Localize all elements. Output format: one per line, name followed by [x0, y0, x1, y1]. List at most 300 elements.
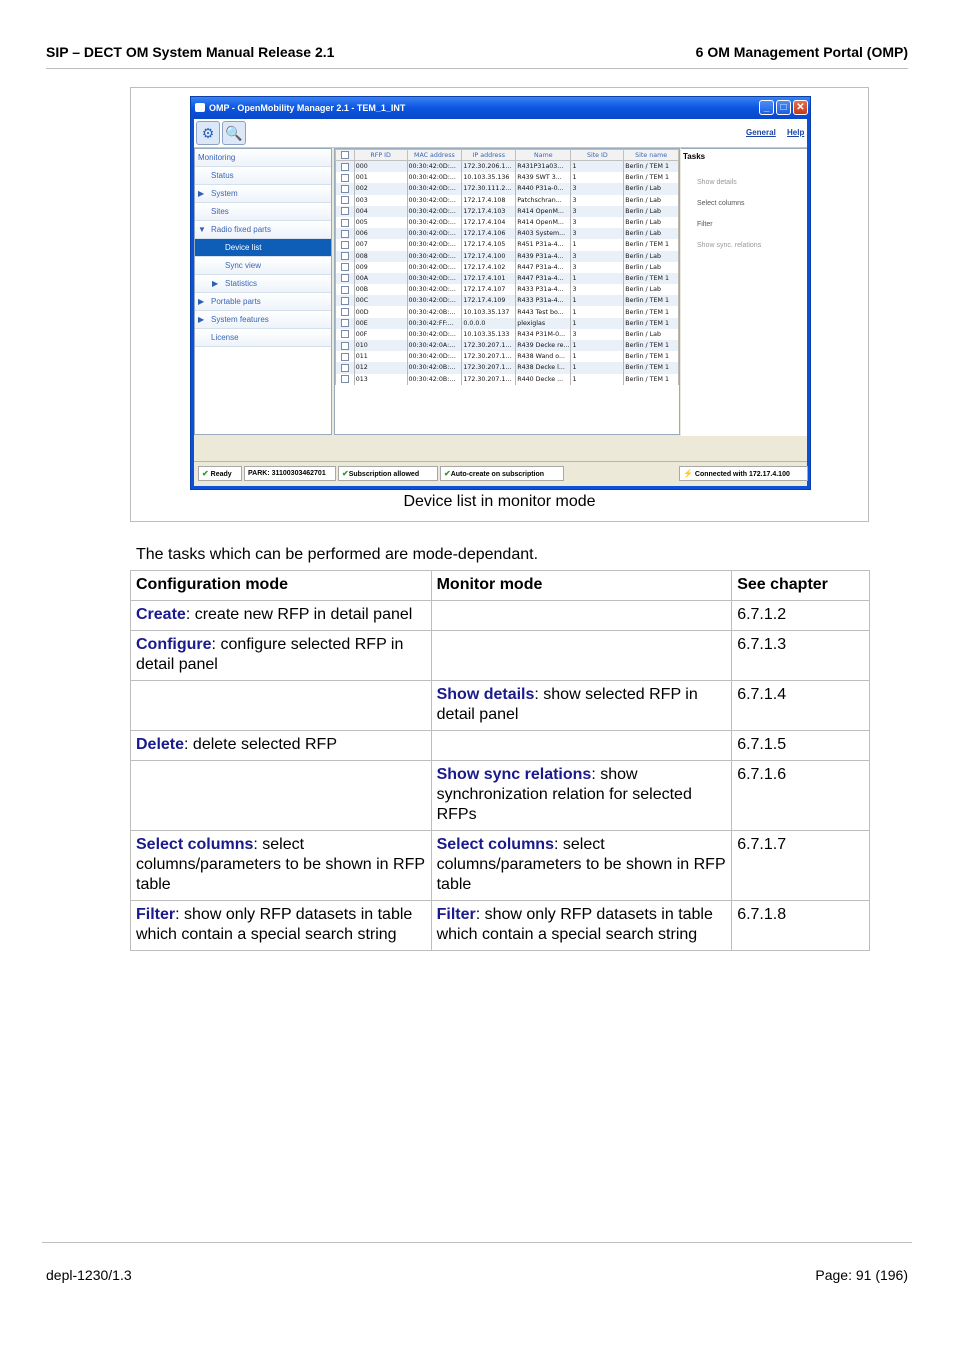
table-cell: R439 Decke re...	[516, 340, 571, 351]
row-select-cell	[336, 239, 355, 250]
task-description: : select columns/parameters to be shown in RFP table	[436, 836, 726, 893]
table-row[interactable]	[336, 362, 679, 373]
row-select-cell	[336, 284, 355, 295]
table-row[interactable]	[336, 318, 679, 329]
table-cell: 00:30:42:0D:...	[407, 262, 462, 273]
row-checkbox[interactable]	[341, 364, 349, 372]
table-cell	[354, 385, 407, 396]
table-cell: 00:30:42:0D:...	[407, 228, 462, 239]
table-cell	[516, 430, 571, 436]
nav-item-label: Device list	[225, 243, 262, 252]
row-checkbox[interactable]	[341, 342, 349, 350]
table-row[interactable]	[336, 295, 679, 306]
row-select-cell	[336, 329, 355, 340]
table-cell	[336, 385, 355, 396]
task-keyword: Create	[136, 606, 186, 623]
table-row[interactable]	[336, 228, 679, 239]
row-checkbox[interactable]	[341, 230, 349, 238]
page-header	[46, 42, 908, 69]
table-cell	[462, 385, 516, 396]
table-cell: Berlin / Lab	[624, 262, 679, 273]
column-header[interactable]: IP address	[462, 150, 516, 161]
table-cell: Berlin / TEM 1	[624, 362, 679, 373]
table-cell: R438 Wand o...	[516, 351, 571, 362]
row-checkbox[interactable]	[341, 286, 349, 294]
tasks-mode-table	[130, 570, 870, 951]
table-cell: 00:30:42:0B:...	[407, 362, 462, 373]
status-autocreate: ✔Auto-create on subscription	[440, 466, 564, 481]
table-cell	[407, 418, 462, 429]
table-cell: 002	[354, 183, 407, 194]
nav-item[interactable]	[195, 221, 331, 239]
nav-item-label: System	[211, 189, 238, 198]
table-cell: 172.30.207.1...	[462, 374, 516, 385]
table-cell: 00:30:42:0D:...	[407, 351, 462, 362]
task-description: : select columns/parameters to be shown in RFP table	[136, 836, 425, 893]
nav-item[interactable]	[195, 167, 331, 185]
nav-item-label: Monitoring	[198, 153, 236, 162]
table-cell: 3	[571, 329, 624, 340]
row-checkbox[interactable]	[341, 330, 349, 338]
nav-item[interactable]	[195, 257, 331, 275]
table-cell: 10.103.35.136	[462, 172, 516, 183]
table-cell: 3	[571, 217, 624, 228]
table-cell	[516, 396, 571, 407]
table-cell	[516, 407, 571, 418]
config-mode-cell	[131, 901, 432, 951]
table-cell: 00:30:42:0D:...	[407, 195, 462, 206]
table-cell	[336, 407, 355, 418]
nav-item-label: Sites	[211, 207, 229, 216]
nav-item[interactable]	[195, 275, 331, 293]
table-row[interactable]	[336, 206, 679, 217]
table-cell: Berlin / TEM 1	[624, 318, 679, 329]
table-cell: 172.30.207.1...	[462, 340, 516, 351]
task-description: : show synchronization relation for selected RFPs	[436, 766, 692, 823]
table-cell: 1	[571, 161, 624, 173]
column-header[interactable]: Site name	[624, 150, 679, 161]
config-mode-cell	[131, 601, 432, 631]
table-cell: 1	[571, 340, 624, 351]
table-cell: 1	[571, 172, 624, 183]
help-link[interactable]: Help	[787, 128, 805, 137]
table-cell: 172.17.4.102	[462, 262, 516, 273]
monitor-mode-cell	[431, 901, 732, 951]
table-cell: 00:30:42:0D:...	[407, 161, 462, 173]
config-mode-cell	[131, 761, 432, 831]
table-cell	[407, 430, 462, 436]
table-cell	[462, 418, 516, 429]
table-cell	[571, 407, 624, 418]
table-row[interactable]	[336, 161, 679, 173]
config-mode-cell	[131, 831, 432, 901]
table-cell: Berlin / TEM 1	[624, 273, 679, 284]
table-cell: 1	[571, 273, 624, 284]
table-cell: Berlin / TEM 1	[624, 351, 679, 362]
table-cell: 3	[571, 183, 624, 194]
table-cell: 00:30:42:0D:...	[407, 206, 462, 217]
table-cell: 172.30.206.1...	[462, 161, 516, 173]
task-select-columns[interactable]: Select columns	[697, 200, 745, 207]
table-cell: 00:30:42:FF:...	[407, 318, 462, 329]
monitor-mode-cell	[431, 831, 732, 901]
task-keyword: Delete	[136, 736, 185, 753]
table-cell: 1	[571, 306, 624, 317]
table-cell: 00:30:42:0D:...	[407, 183, 462, 194]
table-row[interactable]	[336, 306, 679, 317]
table-cell: 00F	[354, 329, 407, 340]
table-cell: R431P31a03...	[516, 161, 571, 173]
row-checkbox[interactable]	[341, 353, 349, 361]
table-row	[131, 761, 870, 831]
expand-right-icon[interactable]: ▶	[198, 315, 205, 324]
nav-item[interactable]	[195, 185, 331, 203]
table-cell: Berlin / TEM 1	[624, 340, 679, 351]
row-select-cell	[336, 183, 355, 194]
table-row[interactable]	[336, 284, 679, 295]
table-cell: 010	[354, 340, 407, 351]
device-list-table	[334, 148, 680, 435]
task-keyword: Show details	[436, 686, 535, 703]
table-cell: 172.30.207.1...	[462, 351, 516, 362]
status-bar	[194, 461, 807, 486]
table-cell	[624, 430, 679, 436]
table-cell	[407, 407, 462, 418]
row-select-cell	[336, 295, 355, 306]
table-cell	[462, 430, 516, 436]
row-checkbox[interactable]	[341, 297, 349, 305]
table-cell: 000	[354, 161, 407, 173]
table-cell: 007	[354, 239, 407, 250]
table-cell: 008	[354, 251, 407, 262]
nav-item[interactable]	[195, 149, 331, 167]
header-title: SIP – DECT OM System Manual Release 2.1	[46, 44, 335, 60]
table-row[interactable]	[336, 374, 679, 385]
task-show-sync-relations[interactable]: Show sync. relations	[697, 242, 762, 249]
row-checkbox[interactable]	[341, 163, 349, 171]
table-cell: R433 P31a-4...	[516, 284, 571, 295]
page-number: Page: 91 (196)	[815, 1267, 908, 1283]
table-cell: 10.103.35.137	[462, 306, 516, 317]
table-cell	[462, 407, 516, 418]
table-row[interactable]	[336, 183, 679, 194]
doc-id: depl-1230/1.3	[46, 1267, 132, 1283]
check-icon: ✔	[342, 469, 349, 478]
task-keyword: Select columns	[136, 836, 254, 853]
table-cell: 011	[354, 351, 407, 362]
column-header[interactable]: MAC address	[407, 150, 462, 161]
table-cell: Berlin / TEM 1	[624, 306, 679, 317]
minimize-button[interactable]: _	[759, 100, 774, 115]
table-row[interactable]	[336, 195, 679, 206]
table-cell	[336, 430, 355, 436]
table-cell: 00:30:42:0D:...	[407, 251, 462, 262]
nav-item-label: Portable parts	[211, 297, 261, 306]
table-row[interactable]	[336, 329, 679, 340]
intro-text: The tasks which can be performed are mode-dependant.	[136, 546, 539, 563]
table-cell: Berlin / Lab	[624, 183, 679, 194]
table-cell: R403 System...	[516, 228, 571, 239]
col-header-monitor: Monitor mode	[431, 571, 732, 601]
chapter-cell: 6.7.1.3	[732, 631, 870, 681]
table-row[interactable]	[336, 340, 679, 351]
table-row	[131, 831, 870, 901]
table-cell: Berlin / TEM 1	[624, 295, 679, 306]
table-row[interactable]	[336, 217, 679, 228]
col-header-chapter: See chapter	[732, 571, 870, 601]
table-cell	[336, 418, 355, 429]
table-cell: Berlin / TEM 1	[624, 172, 679, 183]
header-chapter: 6 OM Management Portal (OMP)	[695, 44, 908, 60]
table-cell	[571, 385, 624, 396]
task-keyword: Filter	[136, 906, 176, 923]
table-cell: 3	[571, 284, 624, 295]
close-button[interactable]: ✕	[793, 100, 808, 115]
table-cell: 00:30:42:0D:...	[407, 217, 462, 228]
table-row[interactable]	[336, 351, 679, 362]
table-row	[131, 731, 870, 761]
table-cell: 1	[571, 295, 624, 306]
row-select-cell	[336, 161, 355, 173]
table-cell: 001	[354, 172, 407, 183]
status-subscription: ✔Subscription allowed	[338, 466, 438, 481]
task-description: : create new RFP in detail panel	[185, 606, 413, 623]
row-select-cell	[336, 351, 355, 362]
table-cell: Berlin / Lab	[624, 251, 679, 262]
table-cell: 004	[354, 206, 407, 217]
plug-icon: ⚡	[683, 469, 693, 478]
empty-row	[336, 418, 679, 429]
row-checkbox[interactable]	[341, 174, 349, 182]
window-title: OMP - OpenMobility Manager 2.1 - TEM_1_INT	[209, 103, 406, 113]
omp-window	[190, 96, 811, 490]
table-cell: 172.17.4.105	[462, 239, 516, 250]
row-select-cell	[336, 273, 355, 284]
select-all-checkbox[interactable]	[341, 151, 349, 159]
table-cell	[354, 407, 407, 418]
table-cell: 00:30:42:0D:...	[407, 329, 462, 340]
table-cell: R440 Decke ...	[516, 374, 571, 385]
row-checkbox[interactable]	[341, 308, 349, 316]
table-cell	[354, 430, 407, 436]
table-cell: 1	[571, 239, 624, 250]
table-cell: R439 SWT 3...	[516, 172, 571, 183]
table-cell: 00:30:42:0B:...	[407, 374, 462, 385]
table-cell: R414 OpenM...	[516, 217, 571, 228]
row-checkbox[interactable]	[341, 375, 349, 383]
table-cell: 3	[571, 262, 624, 273]
table-cell	[624, 407, 679, 418]
general-link[interactable]: General	[746, 128, 776, 137]
table-cell: 00A	[354, 273, 407, 284]
empty-row	[336, 396, 679, 407]
table-cell: 172.30.111.2...	[462, 183, 516, 194]
table-cell: Berlin / Lab	[624, 329, 679, 340]
table-cell: 1	[571, 374, 624, 385]
table-cell: 00C	[354, 295, 407, 306]
gear-icon[interactable]: ⚙	[196, 121, 220, 145]
table-row[interactable]	[336, 239, 679, 250]
task-keyword: Show sync relations	[436, 766, 592, 783]
table-cell: 0.0.0.0	[462, 318, 516, 329]
task-filter[interactable]: Filter	[697, 221, 713, 228]
col-header-config: Configuration mode	[131, 571, 432, 601]
column-header[interactable]: RFP ID	[354, 150, 407, 161]
chapter-cell: 6.7.1.7	[732, 831, 870, 901]
table-cell: R440 P31a-0...	[516, 183, 571, 194]
config-mode-cell	[131, 631, 432, 681]
table-cell: 1	[571, 351, 624, 362]
nav-item-label: Sync view	[225, 261, 262, 270]
row-select-cell	[336, 251, 355, 262]
table-cell	[624, 396, 679, 407]
table-cell: 00:30:42:0A:...	[407, 340, 462, 351]
table-cell: 00D	[354, 306, 407, 317]
nav-item-label: System features	[211, 315, 269, 324]
table-cell	[571, 396, 624, 407]
table-row[interactable]	[336, 273, 679, 284]
row-checkbox[interactable]	[341, 185, 349, 193]
table-cell	[624, 418, 679, 429]
task-show-details[interactable]: Show details	[697, 179, 737, 186]
task-description: : configure selected RFP in detail panel	[136, 636, 404, 673]
row-checkbox[interactable]	[341, 263, 349, 271]
page-footer	[42, 1242, 912, 1283]
table-cell: 172.30.207.1...	[462, 362, 516, 373]
nav-item[interactable]	[195, 203, 331, 221]
search-icon[interactable]: 🔍	[222, 121, 246, 145]
expand-down-icon[interactable]: ▼	[198, 225, 206, 234]
status-park: PARK: 31100303462701	[244, 466, 336, 481]
maximize-button[interactable]: □	[776, 100, 791, 115]
empty-row	[336, 407, 679, 418]
row-checkbox[interactable]	[341, 274, 349, 282]
table-cell: 012	[354, 362, 407, 373]
table-cell: 172.17.4.101	[462, 273, 516, 284]
table-cell: 1	[571, 318, 624, 329]
table-cell	[336, 396, 355, 407]
task-keyword: Filter	[436, 906, 476, 923]
config-mode-cell	[131, 731, 432, 761]
table-cell: R451 P31a-4...	[516, 239, 571, 250]
row-checkbox[interactable]	[341, 196, 349, 204]
row-checkbox[interactable]	[341, 241, 349, 249]
task-keyword: Configure	[136, 636, 212, 653]
row-select-cell	[336, 374, 355, 385]
empty-row	[336, 385, 679, 396]
check-icon: ✔	[202, 469, 209, 478]
task-description: : delete selected RFP	[184, 736, 337, 753]
table-cell: R434 P31M-0...	[516, 329, 571, 340]
table-cell: R414 OpenM...	[516, 206, 571, 217]
nav-item-label: Radio fixed parts	[211, 225, 272, 234]
table-row[interactable]	[336, 251, 679, 262]
table-cell: 3	[571, 206, 624, 217]
table-row[interactable]	[336, 262, 679, 273]
table-cell: Berlin / TEM 1	[624, 161, 679, 173]
row-select-cell	[336, 340, 355, 351]
task-description: : show only RFP datasets in table which contain a special search string	[136, 906, 413, 943]
table-cell: 1	[571, 362, 624, 373]
monitor-mode-cell	[431, 761, 732, 831]
chapter-cell: 6.7.1.5	[732, 731, 870, 761]
table-cell: 3	[571, 195, 624, 206]
expand-right-icon[interactable]: ▶	[198, 297, 205, 306]
column-header[interactable]: Name	[516, 150, 571, 161]
table-cell	[571, 430, 624, 436]
table-cell	[407, 396, 462, 407]
table-cell	[354, 396, 407, 407]
table-cell: R433 P31a-4...	[516, 295, 571, 306]
table-cell: 172.17.4.108	[462, 195, 516, 206]
row-checkbox[interactable]	[341, 207, 349, 215]
table-cell: 172.17.4.106	[462, 228, 516, 239]
row-checkbox[interactable]	[341, 252, 349, 260]
table-cell: 00E	[354, 318, 407, 329]
chapter-cell: 6.7.1.6	[732, 761, 870, 831]
toolbar	[194, 119, 807, 148]
monitor-mode-cell	[431, 681, 732, 731]
nav-item[interactable]	[195, 329, 331, 347]
table-cell: 172.17.4.100	[462, 251, 516, 262]
table-cell: 172.17.4.109	[462, 295, 516, 306]
row-select-cell	[336, 306, 355, 317]
row-checkbox[interactable]	[341, 219, 349, 227]
table-cell: 00:30:42:0D:...	[407, 284, 462, 295]
table-cell	[516, 418, 571, 429]
nav-item[interactable]	[195, 293, 331, 311]
expand-right-icon[interactable]: ▶	[212, 279, 219, 288]
row-select-cell	[336, 362, 355, 373]
table-cell: 005	[354, 217, 407, 228]
row-checkbox[interactable]	[341, 319, 349, 327]
tasks-panel	[681, 148, 807, 436]
table-cell: Patchschran...	[516, 195, 571, 206]
column-header[interactable]	[336, 150, 355, 161]
row-select-cell	[336, 195, 355, 206]
monitor-mode-cell	[431, 731, 732, 761]
table-cell	[354, 418, 407, 429]
table-cell: Berlin / TEM 1	[624, 239, 679, 250]
expand-right-icon[interactable]: ▶	[198, 189, 205, 198]
table-row[interactable]	[336, 172, 679, 183]
chapter-cell: 6.7.1.8	[732, 901, 870, 951]
window-titlebar	[191, 97, 810, 119]
table-cell: 00:30:42:0B:...	[407, 306, 462, 317]
window-client	[194, 119, 807, 486]
table-cell: Berlin / Lab	[624, 284, 679, 295]
check-icon: ✔	[444, 469, 451, 478]
column-header[interactable]: Site ID	[571, 150, 624, 161]
figure-caption: Device list in monitor mode	[403, 493, 596, 510]
table-cell: R438 Decke l...	[516, 362, 571, 373]
nav-item[interactable]	[195, 239, 331, 257]
table-cell	[571, 418, 624, 429]
table-row	[131, 901, 870, 951]
table-cell: 00:30:42:0D:...	[407, 273, 462, 284]
table-cell: 009	[354, 262, 407, 273]
table-cell: 172.17.4.104	[462, 217, 516, 228]
table-cell: 006	[354, 228, 407, 239]
nav-item[interactable]	[195, 311, 331, 329]
row-select-cell	[336, 262, 355, 273]
config-mode-cell	[131, 681, 432, 731]
nav-item-label: Statistics	[225, 279, 258, 288]
table-row	[131, 681, 870, 731]
table-cell: plexiglas	[516, 318, 571, 329]
nav-item-label: License	[211, 333, 239, 342]
row-select-cell	[336, 172, 355, 183]
